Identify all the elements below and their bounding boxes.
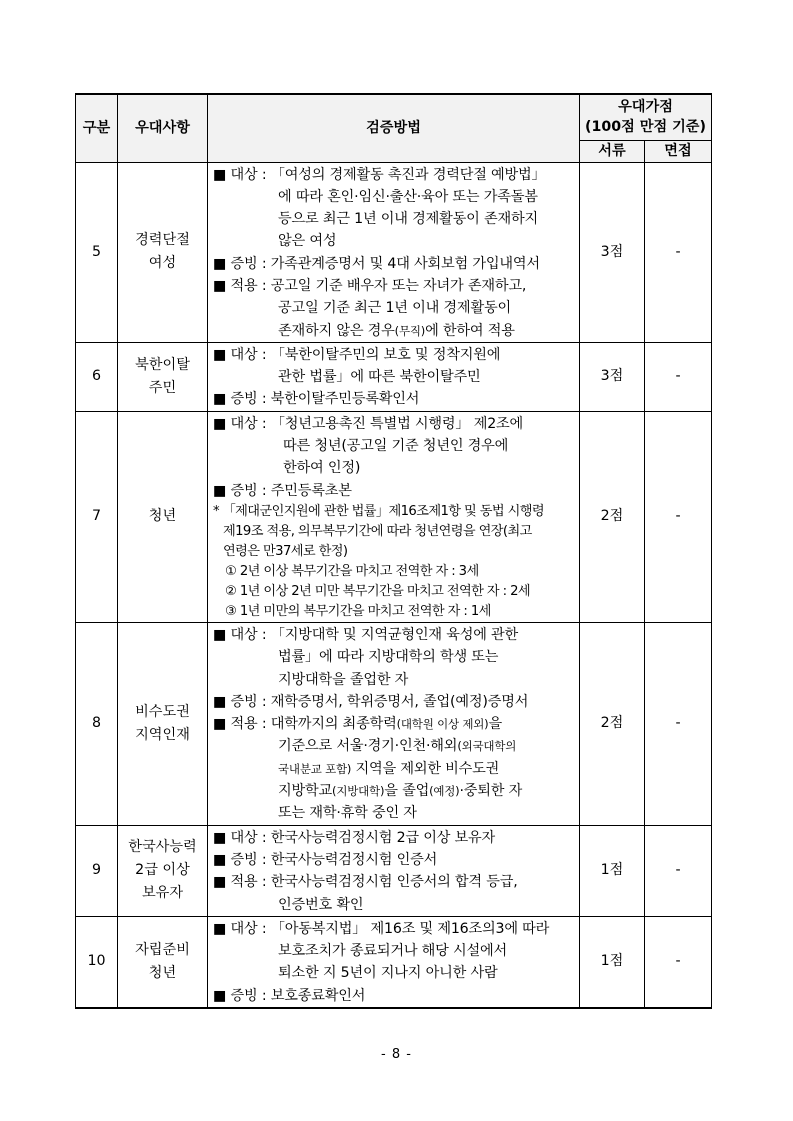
method-line: ■ 증빙 : 재학증명서, 학위증명서, 졸업(예정)증명서	[213, 693, 529, 710]
method-note: (예정)	[429, 784, 460, 799]
footnote-line: * 「제대군인지원에 관한 법률」제16조제1항 및 동법 시행령	[213, 503, 545, 519]
method-line: 또는 재학·휴학 중인 자	[278, 805, 417, 822]
method-line: ■ 대상 : 한국사능력검정시험 2급 이상 보유자	[213, 829, 496, 846]
method-line: 법률」에 따라 지방대학의 학생 또는	[278, 649, 499, 666]
row-item-line: 경력단절	[135, 232, 190, 249]
footnote-line: ② 1년 이상 2년 미만 복무기간을 마치고 전역한 자 : 2세	[225, 583, 530, 599]
row-item	[118, 825, 208, 916]
method-line: ■ 대상 : 「여성의 경제활동 촉진과 경력단절 예방법」	[213, 166, 546, 183]
row-item	[118, 411, 208, 622]
footnote-line: ③ 1년 미만의 복무기간을 마치고 전역한 자 : 1세	[225, 603, 491, 619]
row-method	[208, 411, 580, 622]
method-line: 퇴소한 지 5년이 지나지 아니한 사람	[278, 965, 498, 982]
header-no: 구분	[76, 94, 118, 162]
method-line: ■ 증빙 : 한국사능력검정시험 인증서	[213, 851, 438, 868]
method-line: 공고일 기준 최근 1년 이내 경제활동이	[278, 300, 511, 317]
page-number: - 8 -	[381, 1047, 412, 1062]
method-line: ■ 대상 : 「북한이탈주민의 보호 및 정착지원에	[213, 346, 501, 363]
doc-points: 1점	[580, 916, 645, 1008]
header-points	[580, 94, 712, 140]
header-doc: 서류	[580, 140, 645, 162]
method-line	[213, 780, 575, 802]
footnote-line: ① 2년 이상 복무기간을 마치고 전역한 자 : 3세	[225, 563, 479, 579]
method-line	[213, 320, 575, 342]
method-note: (무직)	[394, 323, 426, 338]
row-method	[208, 162, 580, 342]
table-row	[76, 622, 712, 825]
doc-points: 2점	[580, 622, 645, 825]
interview-points: -	[645, 916, 712, 1008]
interview-points: -	[645, 622, 712, 825]
table-row	[76, 162, 712, 342]
method-line: ■ 대상 : 「청년고용촉진 특별법 시행령」 제2조에	[213, 415, 524, 432]
row-number: 8	[76, 622, 118, 825]
method-line: ■ 적용 : 공고일 기준 배우자 또는 자녀가 존재하고,	[213, 277, 527, 294]
interview-points: -	[645, 411, 712, 622]
row-item	[118, 916, 208, 1008]
footnote-line: 제19조 적용, 의무복무기간에 따라 청년연령을 연장(최고	[223, 523, 532, 539]
row-method	[208, 825, 580, 916]
header-item: 우대사항	[118, 94, 208, 162]
row-method	[208, 622, 580, 825]
method-note: 국내분교 포함)	[278, 761, 352, 776]
method-text: 지방학교	[278, 783, 333, 800]
table-row	[76, 916, 712, 1008]
header-points-title: 우대가점	[618, 99, 673, 116]
method-line: ■ 증빙 : 주민등록초본	[213, 482, 352, 499]
row-item-line: 자립준비	[135, 941, 190, 958]
method-line: 등으로 최근 1년 이내 경제활동이 존재하지	[278, 211, 538, 228]
method-line: ■ 증빙 : 보호종료확인서	[213, 987, 366, 1004]
method-text: 기준으로 서울·경기·인천·해외	[278, 738, 458, 755]
table-row	[76, 411, 712, 622]
row-item	[118, 342, 208, 411]
method-text: 지역을 제외한 비수도권	[351, 760, 500, 777]
method-line: ■ 대상 : 「아동복지법」 제16조 및 제16조의3에 따라	[213, 920, 550, 937]
method-line: 인증번호 확인	[278, 896, 364, 913]
row-number: 9	[76, 825, 118, 916]
method-line: 관한 법률」에 따른 북한이탈주민	[278, 369, 481, 386]
row-item-line: 비수도권	[135, 703, 190, 720]
row-item-line: 지역인재	[135, 726, 190, 743]
row-item-line: 보유자	[141, 885, 184, 902]
method-line: 않은 여성	[278, 233, 337, 250]
method-line: 따른 청년(공고일 기준 청년인 경우에	[283, 438, 509, 455]
method-line: ■ 증빙 : 가족관계증명서 및 4대 사회보험 가입내역서	[213, 255, 540, 272]
row-number: 6	[76, 342, 118, 411]
method-line: 지방대학을 졸업한 자	[278, 671, 409, 688]
method-line: ■ 증빙 : 북한이탈주민등록확인서	[213, 391, 420, 408]
header-method: 검증방법	[208, 94, 580, 162]
method-line: 한하여 인정)	[283, 460, 361, 477]
method-text: 에 한하여 적용	[425, 322, 515, 339]
header-interview: 면접	[645, 140, 712, 162]
row-item-line: 여성	[148, 255, 177, 272]
method-line	[213, 758, 575, 780]
method-line	[213, 713, 575, 735]
interview-points: -	[645, 342, 712, 411]
interview-points: -	[645, 825, 712, 916]
method-text: ·중퇴한 자	[459, 783, 523, 800]
row-method	[208, 342, 580, 411]
method-note: (대학원 이상 제외)	[396, 717, 489, 732]
header-points-basis: (100점 만점 기준)	[585, 119, 706, 136]
row-number: 10	[76, 916, 118, 1008]
row-item	[118, 622, 208, 825]
header-row	[76, 94, 712, 140]
method-line: ■ 적용 : 한국사능력검정시험 인증서의 합격 등급,	[213, 874, 518, 891]
footnote-line: 연령은 만37세로 한정)	[223, 543, 348, 559]
row-item-line: 한국사능력	[128, 839, 197, 856]
doc-points: 3점	[580, 162, 645, 342]
method-line: ■ 대상 : 「지방대학 및 지역균형인재 육성에 관한	[213, 626, 519, 643]
method-line	[213, 735, 575, 757]
row-item-line: 청년	[148, 964, 177, 981]
method-text: 존재하지 않은 경우	[278, 322, 395, 339]
row-item-line: 2급 이상	[135, 862, 190, 879]
row-number: 7	[76, 411, 118, 622]
method-line: 에 따라 혼인·임신·출산·육아 또는 가족돌봄	[278, 188, 538, 205]
row-method	[208, 916, 580, 1008]
method-note: (외국대학의	[457, 739, 517, 754]
row-number: 5	[76, 162, 118, 342]
table-row	[76, 825, 712, 916]
doc-points: 3점	[580, 342, 645, 411]
method-text: 을	[488, 716, 502, 733]
method-text: ■ 적용 : 대학까지의 최종학력	[213, 716, 397, 733]
interview-points: -	[645, 162, 712, 342]
table-row	[76, 342, 712, 411]
row-item-line: 청년	[148, 508, 177, 525]
row-item	[118, 162, 208, 342]
method-text: 을 졸업	[384, 783, 430, 800]
doc-points: 2점	[580, 411, 645, 622]
preference-table	[75, 93, 712, 1009]
row-item-line: 주민	[148, 379, 177, 396]
method-note: (지방대학)	[332, 784, 385, 799]
row-item-line: 북한이탈	[135, 356, 190, 373]
doc-points: 1점	[580, 825, 645, 916]
method-line: 보호조치가 종료되거나 해당 시설에서	[278, 943, 508, 960]
